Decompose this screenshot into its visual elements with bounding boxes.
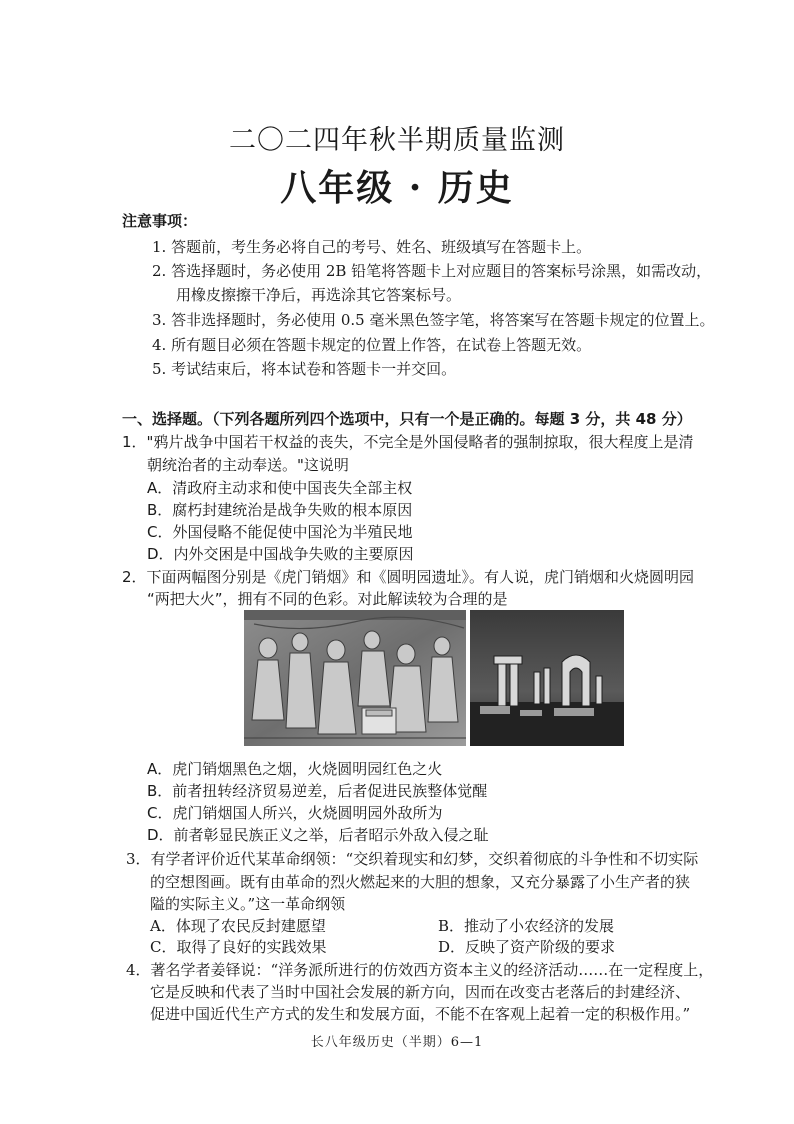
q3-option-d: D．反映了资产阶级的要求 xyxy=(438,938,616,956)
notice-item-1: 1. 答题前，考生务必将自己的考号、姓名、班级填写在答题卡上。 xyxy=(152,238,592,256)
q2-option-c: C．虎门销烟国人所兴，火烧圆明园外敌所为 xyxy=(147,804,443,822)
q3-stem-line1: 3．有学者评价近代某革命纲领：“交织着现实和幻梦，交织着彻底的斗争性和不切实际 xyxy=(126,850,699,868)
q3-option-c: C．取得了良好的实践效果 xyxy=(150,938,327,956)
notice-item-3: 3. 答非选择题时，务必使用 0.5 毫米黑色签字笔，将答案写在答题卡规定的位置上。 xyxy=(152,311,715,329)
exam-title: 二〇二四年秋半期质量监测 xyxy=(229,125,565,156)
q2-stem-line2: “两把大火”，拥有不同的色彩。对此解读较为合理的是 xyxy=(147,590,508,608)
q2-figure-images xyxy=(244,610,624,746)
q3-option-b: B．推动了小农经济的发展 xyxy=(438,917,615,935)
q1-option-a: A．清政府主动求和使中国丧失全部主权 xyxy=(147,479,413,497)
q1-option-b: B．腐朽封建统治是战争失败的根本原因 xyxy=(147,501,413,519)
q1-option-d: D．内外交困是中国战争失败的主要原因 xyxy=(147,545,414,563)
page-footer: 长八年级历史（半期）6—1 xyxy=(310,1035,484,1050)
yuanmingyuan-ruins-image xyxy=(470,610,624,746)
notice-item-2-cont: 用橡皮擦擦干净后，再选涂其它答案标号。 xyxy=(176,286,462,304)
q4-stem-line1: 4．著名学者姜铎说：“洋务派所进行的仿效西方资本主义的经济活动……在一定程度上， xyxy=(126,961,714,979)
q4-stem-line3: 促进中国近代生产方式的发生和发展方面，不能不在客观上起着一定的积极作用。” xyxy=(150,1005,691,1023)
q2-option-d: D．前者彰显民族正义之举，后者昭示外敌入侵之耻 xyxy=(147,826,489,844)
q3-option-a: A．体现了农民反封建愿望 xyxy=(150,917,326,935)
notice-item-4: 4. 所有题目必须在答题卡规定的位置上作答，在试卷上答题无效。 xyxy=(152,336,592,354)
notice-heading: 注意事项： xyxy=(122,212,198,230)
q4-stem-line2: 它是反映和代表了当时中国社会发展的新方向，因而在改变古老落后的封建经济、 xyxy=(150,983,691,1001)
humen-relief-image xyxy=(244,610,466,746)
q1-stem-line1: 1．"鸦片战争中国若干权益的丧失，不完全是外国侵略者的强制掠取，很大程度上是清 xyxy=(122,433,694,451)
q2-figure-pair xyxy=(244,610,624,746)
q3-stem-line3: 隘的实际主义。”这一革命纲领 xyxy=(150,895,346,913)
exam-subject: 八年级 · 历史 xyxy=(280,167,514,209)
q2-option-a: A．虎门销烟黑色之烟，火烧圆明园红色之火 xyxy=(147,760,443,778)
q3-stem-line2: 的空想图画。既有由革命的烈火燃起来的大胆的想象，又充分暴露了小生产者的狭 xyxy=(150,873,691,891)
section-heading: 一、选择题。（下列各题所列四个选项中，只有一个是正确的。每题 3 分，共 48 分） xyxy=(122,410,692,428)
q1-option-c: C．外国侵略不能促使中国沦为半殖民地 xyxy=(147,523,413,541)
q2-option-b: B．前者扭转经济贸易逆差，后者促进民族整体觉醒 xyxy=(147,782,488,800)
q1-stem-line2: 朝统治者的主动奉送。"这说明 xyxy=(147,456,349,474)
notice-item-2: 2. 答选择题时，务必使用 2B 铅笔将答题卡上对应题目的答案标号涂黑，如需改动， xyxy=(152,262,712,280)
notice-item-5: 5. 考试结束后，将本试卷和答题卡一并交回。 xyxy=(152,360,457,378)
q2-stem-line1: 2．下面两幅图分别是《虎门销烟》和《圆明园遗址》。有人说，虎门销烟和火烧圆明园 xyxy=(122,568,695,586)
